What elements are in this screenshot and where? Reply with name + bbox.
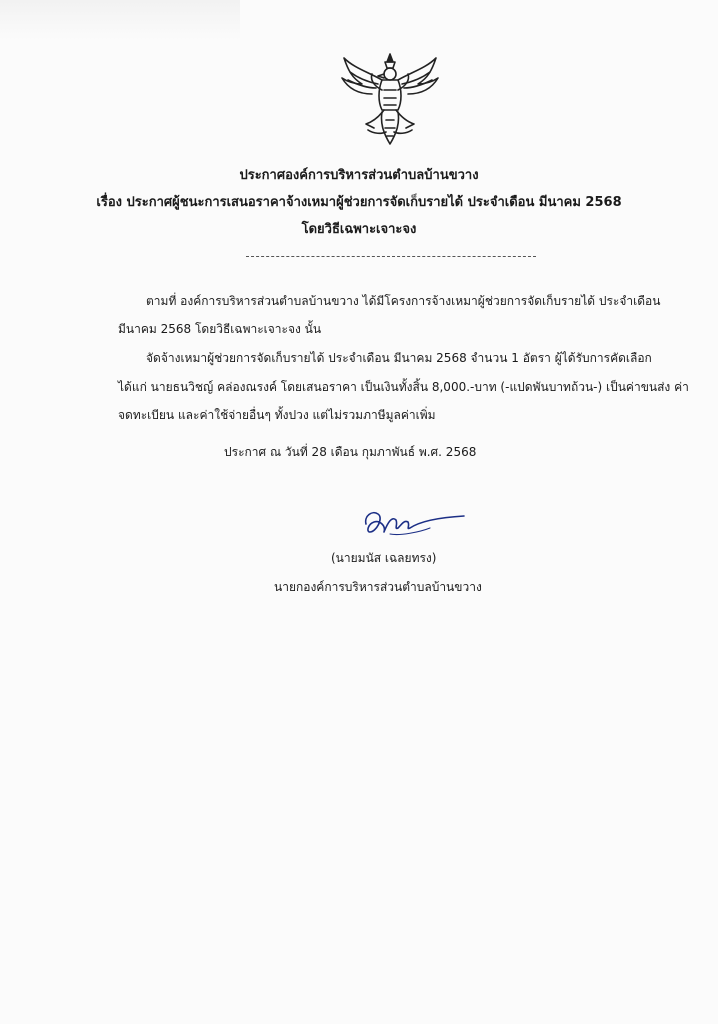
- heading-method: โดยวิธีเฉพาะเจาะจง: [301, 222, 417, 237]
- paragraph-2-line-3: จดทะเบียน และค่าใช้จ่ายอื่นๆ ทั้งปวง แต่ไม่รวมภาษีมูลค่าเพิ่ม: [118, 408, 436, 422]
- heading-organization: ประกาศองค์การบริหารส่วนตำบลบ้านขวาง: [239, 168, 479, 183]
- signatory-name: (นายมนัส เฉลยทรง): [331, 551, 437, 565]
- heading-divider: [246, 256, 536, 257]
- paragraph-1-line-2: มีนาคม 2568 โดยวิธีเฉพาะเจาะจง นั้น: [118, 322, 322, 336]
- announcement-dateline: ประกาศ ณ วันที่ 28 เดือน กุมภาพันธ์ พ.ศ. 2568: [224, 445, 477, 459]
- paragraph-2-line-1: จัดจ้างเหมาผู้ช่วยการจัดเก็บรายได้ ประจำเดือน มีนาคม 2568 จำนวน 1 อัตรา ผู้ได้รับการคัดเลือก: [146, 351, 652, 365]
- signatory-title: นายกองค์การบริหารส่วนตำบลบ้านขวาง: [274, 580, 482, 594]
- garuda-emblem-icon: [338, 50, 442, 148]
- paragraph-2-line-2: ได้แก่ นายธนวิชญ์ คล่องณรงค์ โดยเสนอราคา เป็นเงินทั้งสิ้น 8,000.-บาท (-แปดพันบาทถ้วน-) เป็นค่าขนส่ง ค่า: [118, 380, 689, 394]
- signature-mark: [360, 506, 470, 540]
- scan-artifact: [0, 0, 240, 40]
- heading-subject: เรื่อง ประกาศผู้ชนะการเสนอราคาจ้างเหมาผู้ช่วยการจัดเก็บรายได้ ประจำเดือน มีนาคม 2568: [96, 195, 622, 210]
- paragraph-1-line-1: ตามที่ องค์การบริหารส่วนตำบลบ้านขวาง ได้มีโครงการจ้างเหมาผู้ช่วยการจัดเก็บรายได้ ประจำเดือน: [146, 294, 661, 308]
